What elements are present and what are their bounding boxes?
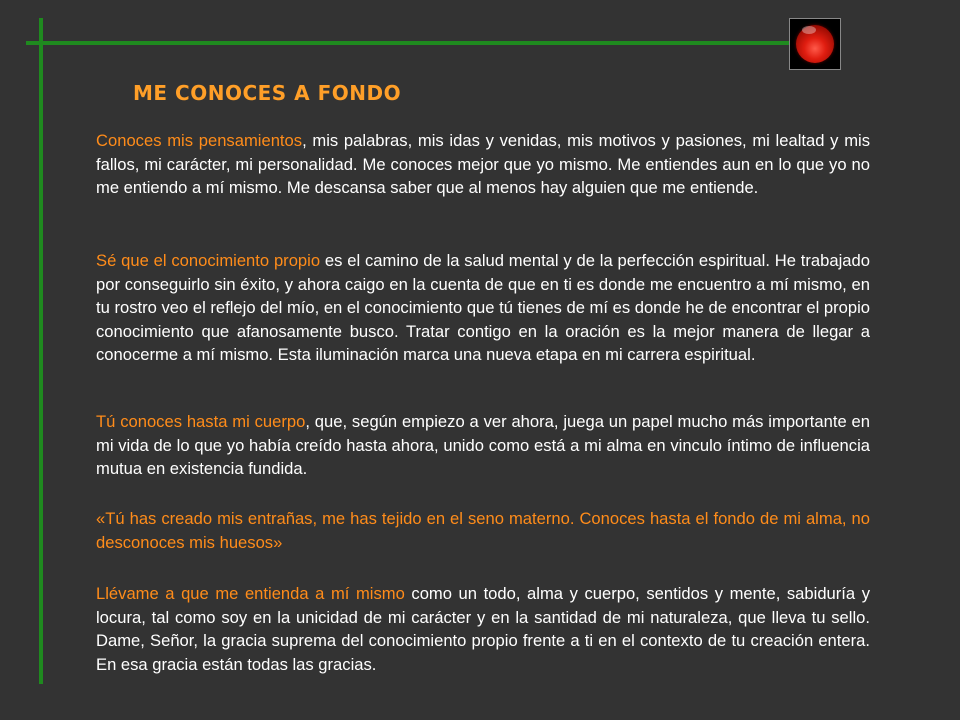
paragraph-text: , que, según empiezo a ver ahora, juega un papel mucho más importante en mi vida de lo que yo había creído hasta ahora, unido como está a mi alma en vinculo íntimo de influencia mutua en existencia fundida. xyxy=(96,412,870,478)
scripture-quote: «Tú has creado mis entrañas, me has tejido en el seno materno. Conoces hasta el fondo de mi alma, no desconoces mis huesos» xyxy=(96,509,870,552)
highlight-phrase: Sé que el conocimiento propio xyxy=(96,251,321,270)
red-action-button[interactable] xyxy=(789,18,841,70)
page-title: ME CONOCES A FONDO xyxy=(133,81,402,105)
frame-horizontal-line xyxy=(26,41,792,45)
paragraph-conocimiento-propio xyxy=(96,249,870,367)
paragraph-text: es el camino de la salud mental y de la perfección espiritual. He trabajado por conseguirlo sin éxito, y ahora caigo en la cuenta de que en ti es donde me encuentro a mí mismo, en tu rostro veo el reflejo del mío, en el conocimiento que tú tienes de mí es donde he de encontrar el propio conocimiento que afanosamente busco. Tratar contigo en la oración es la mejor manera de llegar a conocerme a mí mismo. Esta iluminación marca una nueva etapa en mi carrera espiritual. xyxy=(96,251,870,364)
orb-highlight xyxy=(802,26,816,34)
paragraph-llevame xyxy=(96,582,870,676)
paragraph-cuerpo xyxy=(96,410,870,481)
paragraph-pensamientos xyxy=(96,129,870,200)
highlight-phrase: Llévame a que me entienda a mí mismo xyxy=(96,584,405,603)
paragraph-text: , mis palabras, mis idas y venidas, mis motivos y pasiones, mi lealtad y mis fallos, mi carácter, mi personalidad. Me conoces mejor que yo mismo. Me entiendes aun en lo que yo no me entiendo a mí mismo. Me descansa saber que al menos hay alguien que me entiende. xyxy=(96,131,870,197)
highlight-phrase: Conoces mis pensamientos xyxy=(96,131,303,150)
frame-vertical-line xyxy=(39,18,43,684)
highlight-phrase: Tú conoces hasta mi cuerpo xyxy=(96,412,306,431)
paragraph-text: como un todo, alma y cuerpo, sentidos y mente, sabiduría y locura, tal como soy en la unicidad de mi carácter y en la santidad de mi naturaleza, que lleva tu sello. Dame, Señor, la gracia suprema del conocimiento propio frente a ti en el contexto de tu creación entera. En esa gracia están todas las gracias. xyxy=(96,584,871,674)
